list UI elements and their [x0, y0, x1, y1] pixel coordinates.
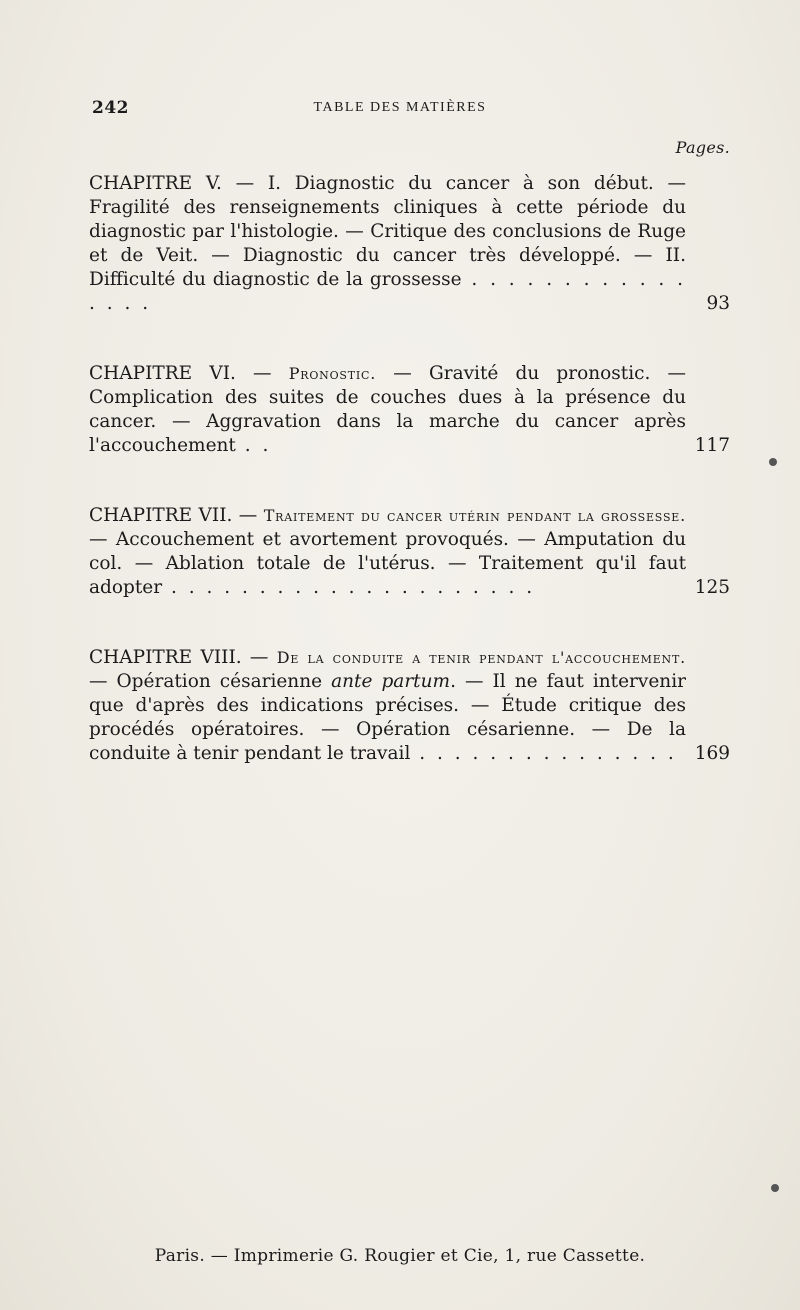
- chapter-label: CHAPITRE VII.: [89, 505, 233, 526]
- page-reference: 117: [694, 435, 730, 456]
- toc-entry-chapter-5: [89, 172, 730, 316]
- table-of-contents: [89, 172, 730, 812]
- page-number: 242: [92, 98, 129, 118]
- chapter-summary-lead: — Opération césarienne: [89, 671, 332, 692]
- chapter-label: CHAPITRE V.: [89, 173, 222, 194]
- toc-entry-chapter-6: CHAPITRE VI. — Pronostic. — Gravité du pronostic. — Complication des suites de couches dues à la présence du cancer. — Aggravation dans la marche du cancer après l'accouchement . . 117: [89, 363, 730, 456]
- chapter-heading: Pronostic.: [288, 364, 377, 383]
- ink-spot: [771, 1184, 779, 1192]
- chapter-summary: — Gravité du pronostic. — Complication des suites de couches dues à la présence du cancer. — Aggravation dans la marche du cancer après l'accouchement: [89, 363, 687, 456]
- latin-term: ante partum: [331, 671, 451, 692]
- chapter-label: CHAPITRE VIII.: [89, 647, 242, 668]
- leader-dots: . .: [235, 435, 272, 456]
- page-reference: 93: [706, 293, 730, 314]
- leader-dots: . . . . . . . . . . . . . . . .: [89, 269, 686, 314]
- chapter-heading: De la conduite a tenir pendant l'accouchement.: [276, 648, 686, 667]
- running-head: [0, 98, 800, 122]
- leader-dots: . . . . . . . . . . . . . . .: [410, 743, 677, 764]
- ink-spot: [769, 458, 777, 466]
- pages-column-label: Pages.: [675, 138, 730, 157]
- chapter-summary: — I. Diagnostic du cancer à son début. — Fragilité des renseignements cliniques à cette période du diagnostic par l'histologie. — Critique des conclusions de Ruge et de Veit. — Diagnostic du cancer très développé. — II. Difficulté du diagnostic de la grossesse: [89, 173, 686, 290]
- toc-entry-chapter-7: CHAPITRE VII. — Traitement du cancer utérin pendant la grossesse. — Accouchement et avortement provoqués. — Amputation du col. — Ablation totale de l'utérus. — Traitement qu'il faut adopter . . . . . . . . . . . . . . . . . . . . . 125: [89, 505, 730, 598]
- printer-imprint: Paris. — Imprimerie G. Rougier et Cie, 1, rue Cassette.: [154, 1246, 646, 1266]
- page-reference: 169: [694, 743, 730, 764]
- chapter-summary: . — Il ne faut intervenir que d'après des indications précises. — Étude critique des procédés opératoires. — Opération césarienne. — De la conduite à tenir pendant le travail: [89, 671, 686, 764]
- chapter-summary: — Accouchement et avortement provoqués. — Amputation du col. — Ablation totale de l'utérus. — Traitement qu'il faut adopter: [89, 529, 686, 598]
- running-title: TABLE DES MATIÈRES: [313, 100, 487, 115]
- chapter-heading: Traitement du cancer utérin pendant la grossesse.: [263, 506, 686, 525]
- toc-entry-chapter-8: CHAPITRE VIII. — De la conduite a tenir pendant l'accouchement. — Opération césarienne ante partum. — Il ne faut intervenir que d'après des indications précises. — Étude critique des procédés opératoires. — Opération césarienne. — De la conduite à tenir pendant le travail . . . . . . . . . . . . . . . 169: [89, 647, 730, 764]
- leader-dots: . . . . . . . . . . . . . . . . . . . . .: [162, 577, 536, 598]
- chapter-label: CHAPITRE VI.: [89, 363, 236, 384]
- page-reference: 125: [694, 577, 730, 598]
